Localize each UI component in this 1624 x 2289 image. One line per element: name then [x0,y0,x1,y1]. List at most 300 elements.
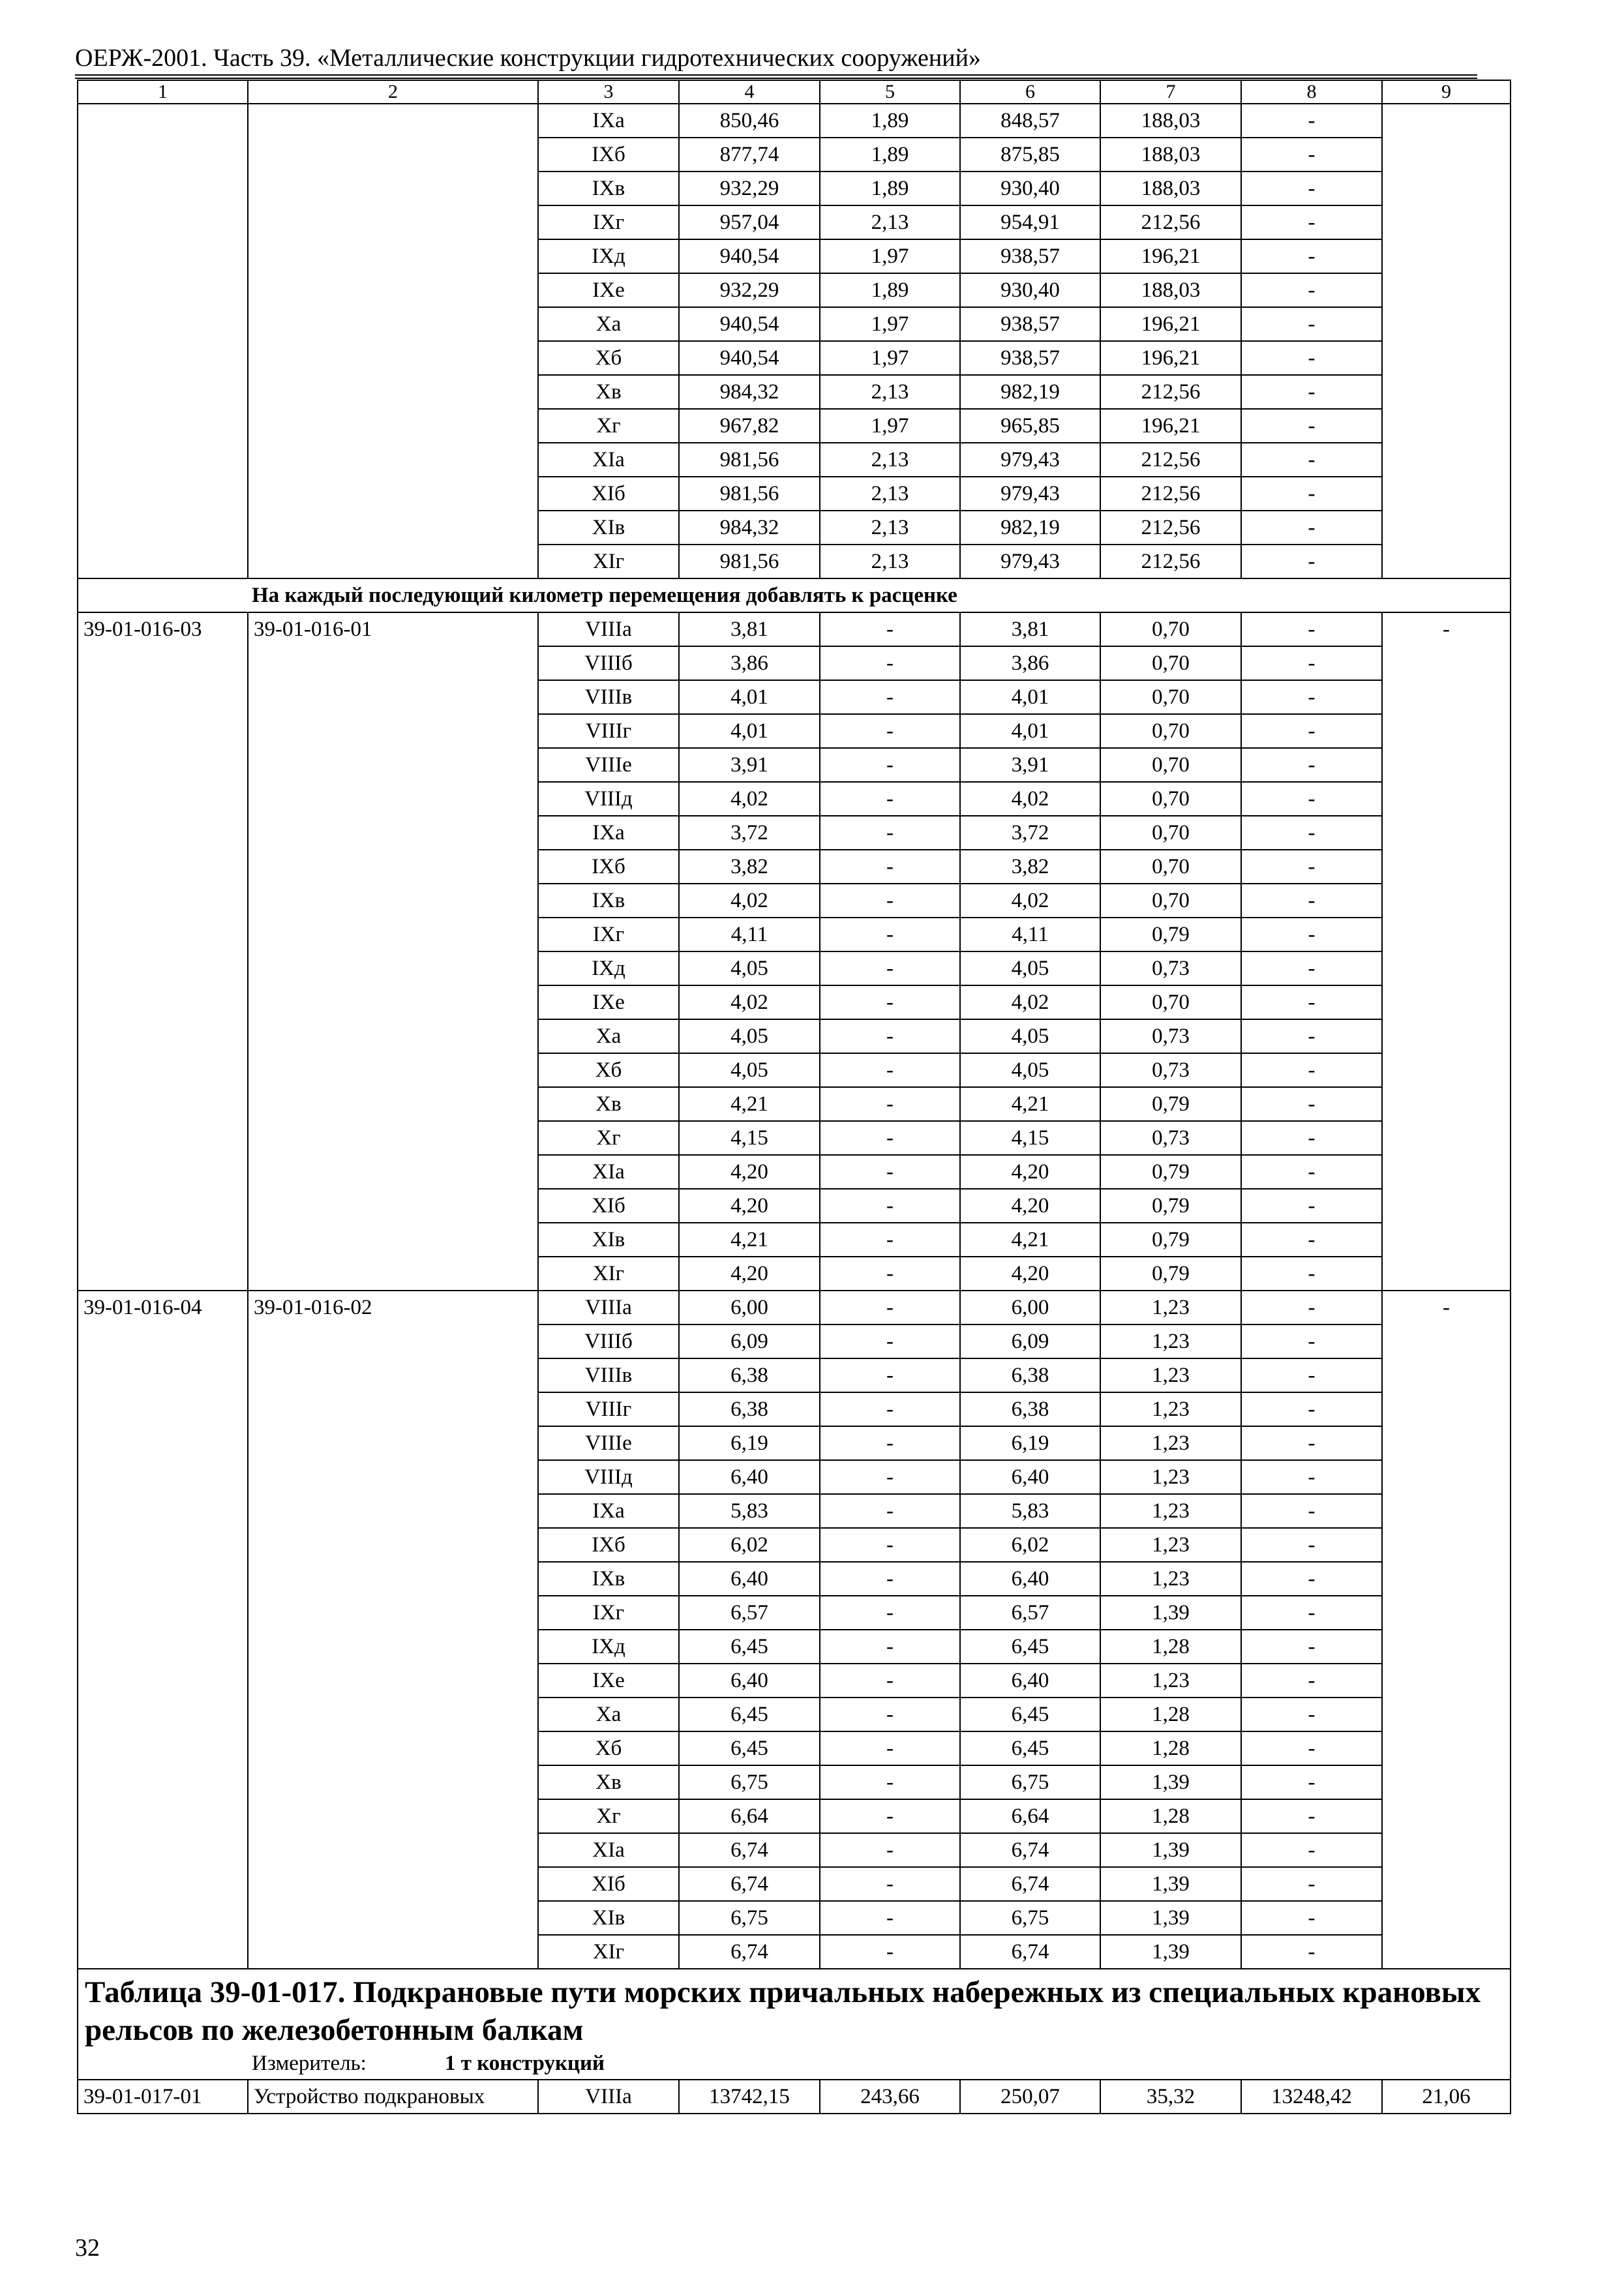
value-cell: 4,05 [960,951,1100,985]
value-cell: 1,89 [820,172,960,205]
value-cell: 6,45 [679,1731,820,1765]
value-cell: 212,56 [1100,205,1241,239]
value-cell: - [820,985,960,1019]
value-cell: - [820,1901,960,1935]
value-cell: 6,57 [679,1596,820,1630]
value-cell: 981,56 [679,545,820,578]
value-cell: - [820,1833,960,1867]
zone-cell: VIIIд [538,782,679,816]
col9-cell: - [1382,612,1511,1291]
value-cell: - [1241,1426,1382,1460]
column-number-1: 1 [78,80,248,104]
value-cell: - [820,646,960,680]
value-cell: - [820,1596,960,1630]
value-cell: 4,02 [960,985,1100,1019]
table-title-cell [78,1969,1511,2080]
value-cell: 1,97 [820,239,960,273]
value-cell: - [1241,1291,1382,1324]
value-cell: 243,66 [820,2080,960,2114]
zone-cell: IХе [538,273,679,307]
value-cell: 4,01 [960,680,1100,714]
zone-cell: ХIа [538,1833,679,1867]
value-cell: - [1241,341,1382,375]
value-cell: 984,32 [679,511,820,545]
zone-cell: Хб [538,1053,679,1087]
value-cell: 212,56 [1100,375,1241,409]
value-cell: - [1241,1765,1382,1799]
value-cell: - [1241,443,1382,477]
value-cell: 6,38 [960,1392,1100,1426]
zone-cell: IХг [538,918,679,951]
value-cell: 4,15 [960,1121,1100,1155]
header-rule-bottom [75,78,1477,79]
value-cell: 3,81 [960,612,1100,646]
value-cell: 6,64 [960,1799,1100,1833]
rate-code-cell: 39-01-016-04 [78,1291,248,1969]
column-number-6: 6 [960,80,1100,104]
value-cell: - [1241,1019,1382,1053]
value-cell: 0,70 [1100,816,1241,850]
base-rate-cell [248,104,538,578]
value-cell: 981,56 [679,443,820,477]
zone-cell: Ха [538,1019,679,1053]
value-cell: 6,40 [679,1664,820,1698]
value-cell: - [820,1664,960,1698]
value-cell: 2,13 [820,511,960,545]
value-cell: 3,91 [679,748,820,782]
value-cell: 0,79 [1100,1223,1241,1257]
value-cell: - [1241,918,1382,951]
value-cell: VIIIа [538,2080,679,2114]
value-cell: 6,00 [960,1291,1100,1324]
rate-code-cell: 39-01-016-03 [78,612,248,1291]
value-cell: - [1241,1664,1382,1698]
value-cell: 6,38 [960,1358,1100,1392]
value-cell: 4,02 [679,884,820,918]
column-number-2: 2 [248,80,538,104]
value-cell: - [1241,307,1382,341]
value-cell: 984,32 [679,375,820,409]
value-cell: 1,23 [1100,1324,1241,1358]
page-header: ОЕРЖ-2001. Часть 39. «Металлические конструкции гидротехнических сооружений» [75,44,981,72]
value-cell: 2,13 [820,545,960,578]
value-cell: - [820,1698,960,1731]
value-cell: 4,01 [679,714,820,748]
value-cell: - [1241,646,1382,680]
page-number: 32 [75,2234,100,2262]
value-cell: 6,09 [679,1324,820,1358]
value-cell: 6,09 [960,1324,1100,1358]
zone-cell: VIIIг [538,1392,679,1426]
value-cell: - [820,816,960,850]
value-cell: 6,02 [960,1528,1100,1562]
value-cell: 3,82 [960,850,1100,884]
value-cell: - [820,850,960,884]
value-cell: - [820,612,960,646]
value-cell: 4,05 [960,1053,1100,1087]
value-cell: - [820,951,960,985]
value-cell: - [820,918,960,951]
value-cell: 6,40 [679,1562,820,1596]
value-cell: 1,97 [820,341,960,375]
zone-cell: VIIIа [538,1291,679,1324]
value-cell: - [1241,612,1382,646]
value-cell: - [1241,1324,1382,1358]
value-cell: 6,38 [679,1392,820,1426]
value-cell: 6,57 [960,1596,1100,1630]
zone-cell: Хв [538,1087,679,1121]
column-number-row [78,80,1511,104]
value-cell: 21,06 [1382,2080,1511,2114]
value-cell: - [1241,680,1382,714]
zone-cell: ХIг [538,1935,679,1969]
col9-cell: - [1382,1291,1511,1969]
value-cell: 4,20 [960,1257,1100,1291]
value-cell: 5,83 [679,1494,820,1528]
value-cell: - [820,1189,960,1223]
value-cell: - [1241,850,1382,884]
value-cell: 1,89 [820,138,960,172]
value-cell: - [820,1494,960,1528]
value-cell: 877,74 [679,138,820,172]
value-cell: - [820,1291,960,1324]
value-cell: - [1241,1731,1382,1765]
zone-cell: IХв [538,1562,679,1596]
column-number-4: 4 [679,80,820,104]
value-cell: 2,13 [820,375,960,409]
zone-cell: IХа [538,816,679,850]
value-cell: 1,23 [1100,1460,1241,1494]
value-cell: 6,74 [679,1833,820,1867]
value-cell: 6,02 [679,1528,820,1562]
value-cell: - [1241,1698,1382,1731]
value-cell: 2,13 [820,443,960,477]
value-cell: 4,21 [960,1087,1100,1121]
value-cell: 1,23 [1100,1528,1241,1562]
value-cell: - [1241,138,1382,172]
zone-cell: IХг [538,205,679,239]
measure-row [85,2049,1503,2078]
value-cell: - [1241,545,1382,578]
value-cell: 4,05 [679,951,820,985]
value-cell: 979,43 [960,443,1100,477]
value-cell: 6,45 [679,1698,820,1731]
value-cell: - [1241,816,1382,850]
value-cell: 4,11 [679,918,820,951]
value-cell: 0,70 [1100,782,1241,816]
table-title: Таблица 39-01-017. Подкрановые пути морских причальных набережных из специальных крановых рельсов по железобетонным балкам [85,1975,1481,2047]
value-cell: 196,21 [1100,239,1241,273]
value-cell: 940,54 [679,239,820,273]
value-cell: 6,00 [679,1291,820,1324]
zone-cell: Ха [538,307,679,341]
value-cell: - [1241,1867,1382,1901]
zone-cell: Хв [538,1765,679,1799]
value-cell: 875,85 [960,138,1100,172]
value-cell: - [820,1765,960,1799]
value-cell: 0,70 [1100,850,1241,884]
value-cell: 1,39 [1100,1596,1241,1630]
value-cell: 6,75 [679,1765,820,1799]
value-cell: 3,86 [960,646,1100,680]
value-cell: 967,82 [679,409,820,443]
value-cell: 1,28 [1100,1698,1241,1731]
value-cell: 1,28 [1100,1731,1241,1765]
value-cell: 4,11 [960,918,1100,951]
value-cell: - [1241,1189,1382,1223]
value-cell: 0,79 [1100,1087,1241,1121]
value-cell: - [820,782,960,816]
value-cell: 932,29 [679,273,820,307]
value-cell: 938,57 [960,307,1100,341]
value-cell: 4,02 [679,782,820,816]
value-cell: - [1241,1799,1382,1833]
value-cell: - [1241,1358,1382,1392]
value-cell: 848,57 [960,104,1100,138]
zone-cell: Хв [538,375,679,409]
value-cell: 4,20 [679,1189,820,1223]
zone-cell: VIIIв [538,680,679,714]
zone-cell: IХд [538,951,679,985]
value-cell: - [820,1731,960,1765]
value-cell: 6,40 [679,1460,820,1494]
value-cell: 6,45 [960,1731,1100,1765]
zone-cell: ХIв [538,1901,679,1935]
value-cell: 6,40 [960,1664,1100,1698]
zone-cell: VIIIб [538,1324,679,1358]
value-cell: 0,79 [1100,1189,1241,1223]
column-number-9: 9 [1382,80,1511,104]
zone-cell: VIIIе [538,748,679,782]
value-cell: - [1241,985,1382,1019]
value-cell: - [1241,1562,1382,1596]
zone-cell: Хб [538,341,679,375]
value-cell: 3,82 [679,850,820,884]
value-cell: 13742,15 [679,2080,820,2114]
value-cell: 6,38 [679,1358,820,1392]
table-row [78,612,1511,646]
value-cell: - [1241,511,1382,545]
value-cell: - [1241,782,1382,816]
value-cell: 4,20 [960,1155,1100,1189]
table-row [78,2080,1511,2114]
value-cell: 6,19 [960,1426,1100,1460]
value-cell: - [1241,104,1382,138]
zone-cell: VIIIв [538,1358,679,1392]
value-cell: 196,21 [1100,307,1241,341]
value-cell: 0,73 [1100,1121,1241,1155]
zone-cell: IХа [538,1494,679,1528]
zone-cell: Хг [538,409,679,443]
zone-cell: IХв [538,172,679,205]
value-cell: - [1241,1596,1382,1630]
value-cell: - [1241,477,1382,511]
value-cell: 3,72 [679,816,820,850]
value-cell: - [820,1935,960,1969]
value-cell: - [820,680,960,714]
value-cell: 13248,42 [1241,2080,1382,2114]
note-text: На каждый последующий километр перемещения добавлять к расценке [78,578,1511,612]
table-row [78,104,1511,138]
value-cell: 930,40 [960,172,1100,205]
value-cell: 4,20 [679,1257,820,1291]
value-cell: - [820,1799,960,1833]
value-cell: 1,23 [1100,1426,1241,1460]
value-cell: 0,79 [1100,1257,1241,1291]
value-cell: 3,72 [960,816,1100,850]
zone-cell: ХIг [538,545,679,578]
work-name-cell: Устройство подкрановых [248,2080,538,2114]
value-cell: 196,21 [1100,409,1241,443]
value-cell: 6,75 [679,1901,820,1935]
value-cell: - [1241,1935,1382,1969]
value-cell: 6,74 [960,1867,1100,1901]
value-cell: 250,07 [960,2080,1100,2114]
value-cell: 188,03 [1100,273,1241,307]
zone-cell: ХIа [538,443,679,477]
value-cell: 4,05 [960,1019,1100,1053]
value-cell: 188,03 [1100,172,1241,205]
value-cell: - [1241,1494,1382,1528]
value-cell: 212,56 [1100,511,1241,545]
zone-cell: IХб [538,138,679,172]
value-cell: 4,02 [960,782,1100,816]
value-cell: - [820,1630,960,1664]
zone-cell: Хб [538,1731,679,1765]
zone-cell: IХе [538,985,679,1019]
value-cell: 1,28 [1100,1799,1241,1833]
value-cell: 1,39 [1100,1765,1241,1799]
value-cell: 0,73 [1100,951,1241,985]
value-cell: 188,03 [1100,104,1241,138]
value-cell: - [820,1155,960,1189]
zone-cell: Ха [538,1698,679,1731]
zone-cell: ХIб [538,477,679,511]
value-cell: 0,70 [1100,612,1241,646]
value-cell: 6,74 [679,1867,820,1901]
value-cell: - [1241,951,1382,985]
value-cell: 979,43 [960,545,1100,578]
value-cell: - [1241,1155,1382,1189]
value-cell: - [820,1392,960,1426]
column-number-8: 8 [1241,80,1382,104]
value-cell: 4,15 [679,1121,820,1155]
value-cell: 212,56 [1100,477,1241,511]
value-cell: 965,85 [960,409,1100,443]
zone-cell: IХг [538,1596,679,1630]
value-cell: 196,21 [1100,341,1241,375]
value-cell: 0,70 [1100,884,1241,918]
col9-cell [1382,104,1511,578]
value-cell: 1,23 [1100,1291,1241,1324]
zone-cell: ХIв [538,511,679,545]
zone-cell: IХб [538,1528,679,1562]
value-cell: - [1241,172,1382,205]
value-cell: 6,45 [960,1630,1100,1664]
value-cell: - [1241,884,1382,918]
value-cell: 1,28 [1100,1630,1241,1664]
value-cell: 1,39 [1100,1833,1241,1867]
value-cell: 4,20 [960,1189,1100,1223]
value-cell: 1,39 [1100,1867,1241,1901]
zone-cell: IХд [538,1630,679,1664]
value-cell: 6,19 [679,1426,820,1460]
value-cell: - [820,1562,960,1596]
value-cell: 0,70 [1100,646,1241,680]
value-cell: - [820,1223,960,1257]
value-cell: 4,21 [960,1223,1100,1257]
value-cell: 2,13 [820,205,960,239]
zone-cell: Хг [538,1121,679,1155]
value-cell: 6,45 [679,1630,820,1664]
value-cell: - [1241,409,1382,443]
value-cell: - [1241,1121,1382,1155]
value-cell: - [820,1087,960,1121]
value-cell: 188,03 [1100,138,1241,172]
measure-label: Измеритель: [252,2052,367,2075]
value-cell: 850,46 [679,104,820,138]
value-cell: 1,39 [1100,1935,1241,1969]
rates-table-body [78,80,1511,2114]
value-cell: 981,56 [679,477,820,511]
zone-cell: VIIIд [538,1460,679,1494]
zone-cell: ХIв [538,1223,679,1257]
zone-cell: Хг [538,1799,679,1833]
value-cell: 1,89 [820,104,960,138]
rate-code-cell: 39-01-017-01 [78,2080,248,2114]
value-cell: 0,79 [1100,1155,1241,1189]
value-cell: 0,70 [1100,985,1241,1019]
rate-code-cell [78,104,248,578]
value-cell: 0,70 [1100,680,1241,714]
value-cell: 1,23 [1100,1392,1241,1426]
value-cell: 3,91 [960,748,1100,782]
value-cell: - [820,748,960,782]
header-rule-top [75,74,1477,76]
value-cell: 0,73 [1100,1019,1241,1053]
base-rate-cell: 39-01-016-01 [248,612,538,1291]
value-cell: 1,89 [820,273,960,307]
value-cell: - [820,1257,960,1291]
value-cell: - [820,1460,960,1494]
value-cell: 932,29 [679,172,820,205]
value-cell: - [820,884,960,918]
value-cell: 938,57 [960,341,1100,375]
value-cell: 5,83 [960,1494,1100,1528]
value-cell: - [1241,1257,1382,1291]
value-cell: 4,01 [960,714,1100,748]
value-cell: - [820,1867,960,1901]
zone-cell: ХIа [538,1155,679,1189]
table-title-row [78,1969,1511,2080]
measure-value: 1 т конструкций [445,2052,605,2075]
value-cell: 982,19 [960,375,1100,409]
rates-table [77,80,1511,2114]
zone-cell: VIIIе [538,1426,679,1460]
value-cell: 3,81 [679,612,820,646]
value-cell: 6,45 [960,1698,1100,1731]
table-row [78,1291,1511,1324]
value-cell: - [1241,1392,1382,1426]
value-cell: 938,57 [960,239,1100,273]
value-cell: - [1241,714,1382,748]
value-cell: - [820,714,960,748]
value-cell: 4,02 [679,985,820,1019]
column-number-5: 5 [820,80,960,104]
value-cell: 1,23 [1100,1664,1241,1698]
value-cell: 1,97 [820,409,960,443]
value-cell: 6,40 [960,1562,1100,1596]
